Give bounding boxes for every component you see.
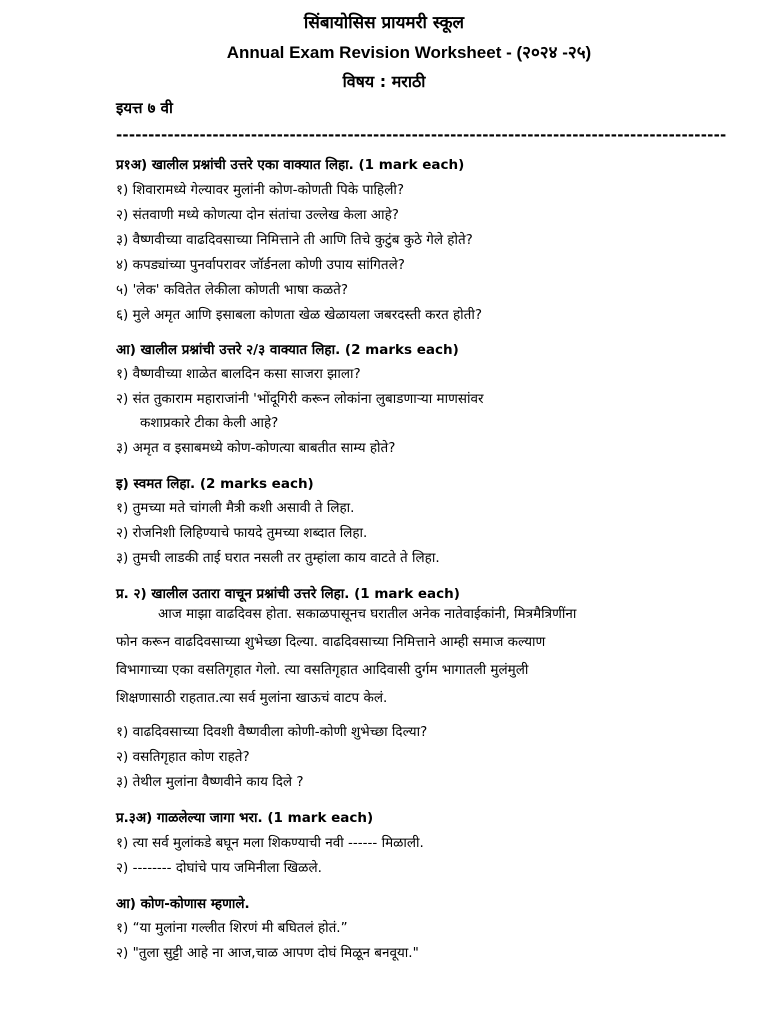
question-item-continuation: कशाप्रकारे टीका केली आहे? — [140, 415, 279, 431]
section-3a-heading: प्र.३अ) गाळलेल्या जागा भरा. (1 mark each) — [116, 810, 374, 826]
question-item: १) वाढदिवसाच्या दिवशी वैष्णवीला कोणी-कोणी शुभेच्छा दिल्या? — [116, 724, 428, 740]
question-item: १) त्या सर्व मुलांकडे बघून मला शिकण्याची नवी ------ मिळाली. — [116, 835, 424, 851]
worksheet-title: Annual Exam Revision Worksheet - (२०२४ -२५) — [226, 43, 592, 62]
question-item: ३) तेथील मुलांना वैष्णवीने काय दिले ? — [116, 774, 304, 790]
question-item: ३) वैष्णवीच्या वाढदिवसाच्या निमित्ताने ती आणि तिचे कुटुंब कुठे गेले होते? — [116, 232, 473, 248]
question-item: १) तुमच्या मते चांगली मैत्री कशी असावी ते लिहा. — [116, 500, 355, 516]
question-item: २) वसतिगृहात कोण राहते? — [116, 749, 250, 765]
section-2-heading: प्र. २) खालील उतारा वाचून प्रश्नांची उत्तरे लिहा. (1 mark each) — [116, 586, 460, 602]
question-item: २) संतवाणी मध्ये कोणत्या दोन संतांचा उल्लेख केला आहे? — [116, 207, 399, 223]
standard-label: इयत्त ७ वी — [116, 99, 173, 117]
passage-line: विभागाच्या एका वसतिगृहात गेलो. त्या वसतिगृहात आदिवासी दुर्गम भागातली मुलंमुली — [116, 662, 529, 678]
question-item: ३) तुमची लाडकी ताई घरात नसली तर तुम्हांला काय वाटते ते लिहा. — [116, 550, 440, 566]
question-item: ६) मुले अमृत आणि इसाबला कोणता खेळ खेळायला जबरदस्ती करत होती? — [116, 307, 483, 323]
question-item: २) संत तुकाराम महाराजांनी 'भोंदूगिरी करून लोकांना लुबाडणाऱ्या माणसांवर — [116, 391, 484, 407]
passage-line: आज माझा वाढदिवस होता. सकाळपासूनच घरातील अनेक नातेवाईकांनी, मित्रमैत्रिणींना — [158, 606, 577, 622]
section-1c-heading: इ) स्वमत लिहा. (2 marks each) — [116, 476, 314, 492]
question-item: २) "तुला सुट्टी आहे ना आज,चाळ आपण दोघं मिळून बनवूया." — [116, 945, 419, 961]
subject-line: विषय : मराठी — [342, 72, 426, 91]
section-3b-heading: आ) कोण-कोणास म्हणाले. — [116, 896, 250, 912]
question-item: ३) अमृत व इसाबमध्ये कोण-कोणत्या बाबतीत साम्य होते? — [116, 440, 396, 456]
question-item: २) -------- दोघांचे पाय जमिनीला खिळले. — [116, 860, 322, 876]
section-1a-heading: प्र१अ) खालील प्रश्नांची उत्तरे एका वाक्यात लिहा. (1 mark each) — [116, 157, 465, 173]
passage-line: फोन करून वाढदिवसाच्या शुभेच्छा दिल्या. वाढदिवसाच्या निमित्ताने आम्ही समाज कल्याण — [116, 634, 546, 650]
question-item: ४) कपड्यांच्या पुनर्वापरावर जॉर्डनला कोणी उपाय सांगितले? — [116, 257, 405, 273]
school-name: सिंबायोसिस प्रायमरी स्कूल — [303, 13, 465, 33]
question-item: ५) 'लेक' कवितेत लेकीला कोणती भाषा कळते? — [116, 282, 348, 298]
question-item: १) “या मुलांना गल्लीत शिरणं मी बघितलं होतं.” — [116, 920, 348, 936]
question-item: २) रोजनिशी लिहिण्याचे फायदे तुमच्या शब्दात लिहा. — [116, 525, 368, 541]
passage-line: शिक्षणासाठी राहतात.त्या सर्व मुलांना खाऊचं वाटप केलं. — [116, 690, 388, 706]
section-1b-heading: आ) खालील प्रश्नांची उत्तरे २/३ वाक्यात लिहा. (2 marks each) — [116, 342, 459, 358]
question-item: १) शिवारामध्ये गेल्यावर मुलांनी कोण-कोणती पिके पाहिली? — [116, 182, 405, 198]
separator-line: ----------------------------------------------------------------------------------------------- — [116, 126, 727, 144]
question-item: १) वैष्णवीच्या शाळेत बालदिन कसा साजरा झाला? — [116, 366, 361, 382]
